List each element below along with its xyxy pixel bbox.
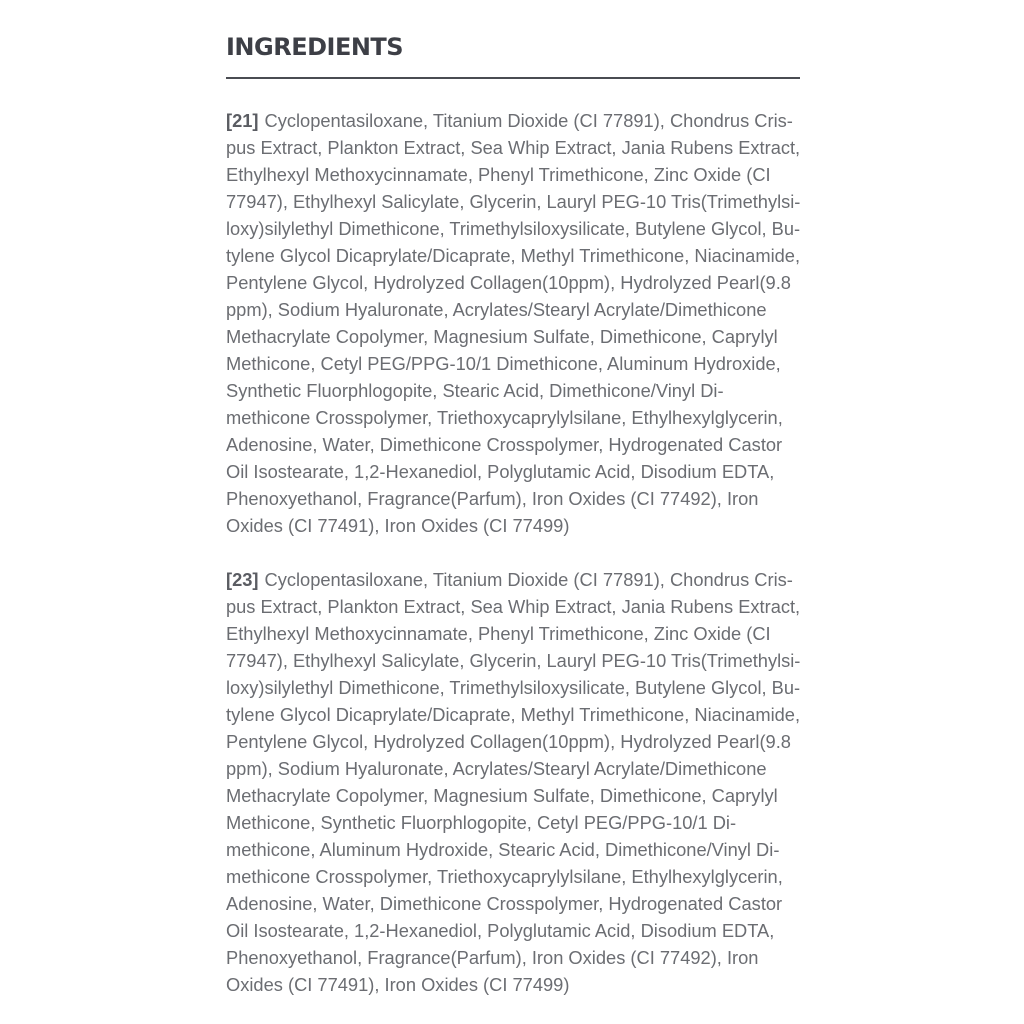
ingredient-line: methicone Crosspolymer, Triethoxycaprylylsilane, Ethylhexylglycerin, — [226, 866, 783, 887]
shade-label: [23] — [226, 569, 259, 590]
ingredient-line: Oxides (CI 77491), Iron Oxides (CI 77499) — [226, 974, 570, 995]
ingredient-line: loxy)silylethyl Dimethicone, Trimethylsiloxysilicate, Butylene Glycol, Bu- — [226, 677, 801, 698]
ingredient-line: Adenosine, Water, Dimethicone Crosspolymer, Hydrogenated Castor — [226, 434, 783, 455]
shade-label: [21] — [226, 110, 259, 131]
ingredient-line: [23] Cyclopentasiloxane, Titanium Dioxide (CI 77891), Chondrus Cris- — [226, 569, 793, 590]
title-divider — [226, 77, 800, 79]
ingredient-line: Pentylene Glycol, Hydrolyzed Collagen(10ppm), Hydrolyzed Pearl(9.8 — [226, 272, 791, 293]
ingredient-line: tylene Glycol Dicaprylate/Dicaprate, Methyl Trimethicone, Niacinamide, — [226, 704, 801, 725]
ingredient-line: Oil Isostearate, 1,2-Hexanediol, Polyglutamic Acid, Disodium EDTA, — [226, 461, 775, 482]
ingredient-line: pus Extract, Plankton Extract, Sea Whip Extract, Jania Rubens Extract, — [226, 137, 801, 158]
ingredient-line: Methicone, Synthetic Fluorphlogopite, Cetyl PEG/PPG-10/1 Di- — [226, 812, 737, 833]
ingredient-line: Methacrylate Copolymer, Magnesium Sulfate, Dimethicone, Caprylyl — [226, 785, 778, 806]
ingredient-line: Oil Isostearate, 1,2-Hexanediol, Polyglutamic Acid, Disodium EDTA, — [226, 920, 775, 941]
ingredient-line: Methacrylate Copolymer, Magnesium Sulfate, Dimethicone, Caprylyl — [226, 326, 778, 347]
ingredient-line: 77947), Ethylhexyl Salicylate, Glycerin, Lauryl PEG-10 Tris(Trimethylsi- — [226, 191, 801, 212]
ingredient-line: methicone, Aluminum Hydroxide, Stearic Acid, Dimethicone/Vinyl Di- — [226, 839, 780, 860]
ingredient-line: 77947), Ethylhexyl Salicylate, Glycerin, Lauryl PEG-10 Tris(Trimethylsi- — [226, 650, 801, 671]
page-title: INGREDIENTS — [226, 33, 404, 61]
ingredient-line: pus Extract, Plankton Extract, Sea Whip Extract, Jania Rubens Extract, — [226, 596, 801, 617]
ingredient-line: Phenoxyethanol, Fragrance(Parfum), Iron Oxides (CI 77492), Iron — [226, 947, 759, 968]
ingredient-line: tylene Glycol Dicaprylate/Dicaprate, Methyl Trimethicone, Niacinamide, — [226, 245, 801, 266]
ingredient-line: loxy)silylethyl Dimethicone, Trimethylsiloxysilicate, Butylene Glycol, Bu- — [226, 218, 801, 239]
ingredient-line: Ethylhexyl Methoxycinnamate, Phenyl Trimethicone, Zinc Oxide (CI — [226, 623, 771, 644]
ingredient-line: [21] Cyclopentasiloxane, Titanium Dioxide (CI 77891), Chondrus Cris- — [226, 110, 793, 131]
ingredient-line: Methicone, Cetyl PEG/PPG-10/1 Dimethicone, Aluminum Hydroxide, — [226, 353, 781, 374]
ingredient-block-23 — [226, 566, 800, 998]
ingredient-line: ppm), Sodium Hyaluronate, Acrylates/Stearyl Acrylate/Dimethicone — [226, 758, 767, 779]
ingredient-line: ppm), Sodium Hyaluronate, Acrylates/Stearyl Acrylate/Dimethicone — [226, 299, 767, 320]
ingredient-line: Pentylene Glycol, Hydrolyzed Collagen(10ppm), Hydrolyzed Pearl(9.8 — [226, 731, 791, 752]
ingredient-line: Phenoxyethanol, Fragrance(Parfum), Iron Oxides (CI 77492), Iron — [226, 488, 759, 509]
ingredient-line: Synthetic Fluorphlogopite, Stearic Acid, Dimethicone/Vinyl Di- — [226, 380, 724, 401]
ingredient-line: Ethylhexyl Methoxycinnamate, Phenyl Trimethicone, Zinc Oxide (CI — [226, 164, 771, 185]
ingredient-block-21 — [226, 107, 800, 539]
ingredient-line: Oxides (CI 77491), Iron Oxides (CI 77499) — [226, 515, 570, 536]
ingredient-line: methicone Crosspolymer, Triethoxycaprylylsilane, Ethylhexylglycerin, — [226, 407, 783, 428]
ingredient-line: Adenosine, Water, Dimethicone Crosspolymer, Hydrogenated Castor — [226, 893, 783, 914]
